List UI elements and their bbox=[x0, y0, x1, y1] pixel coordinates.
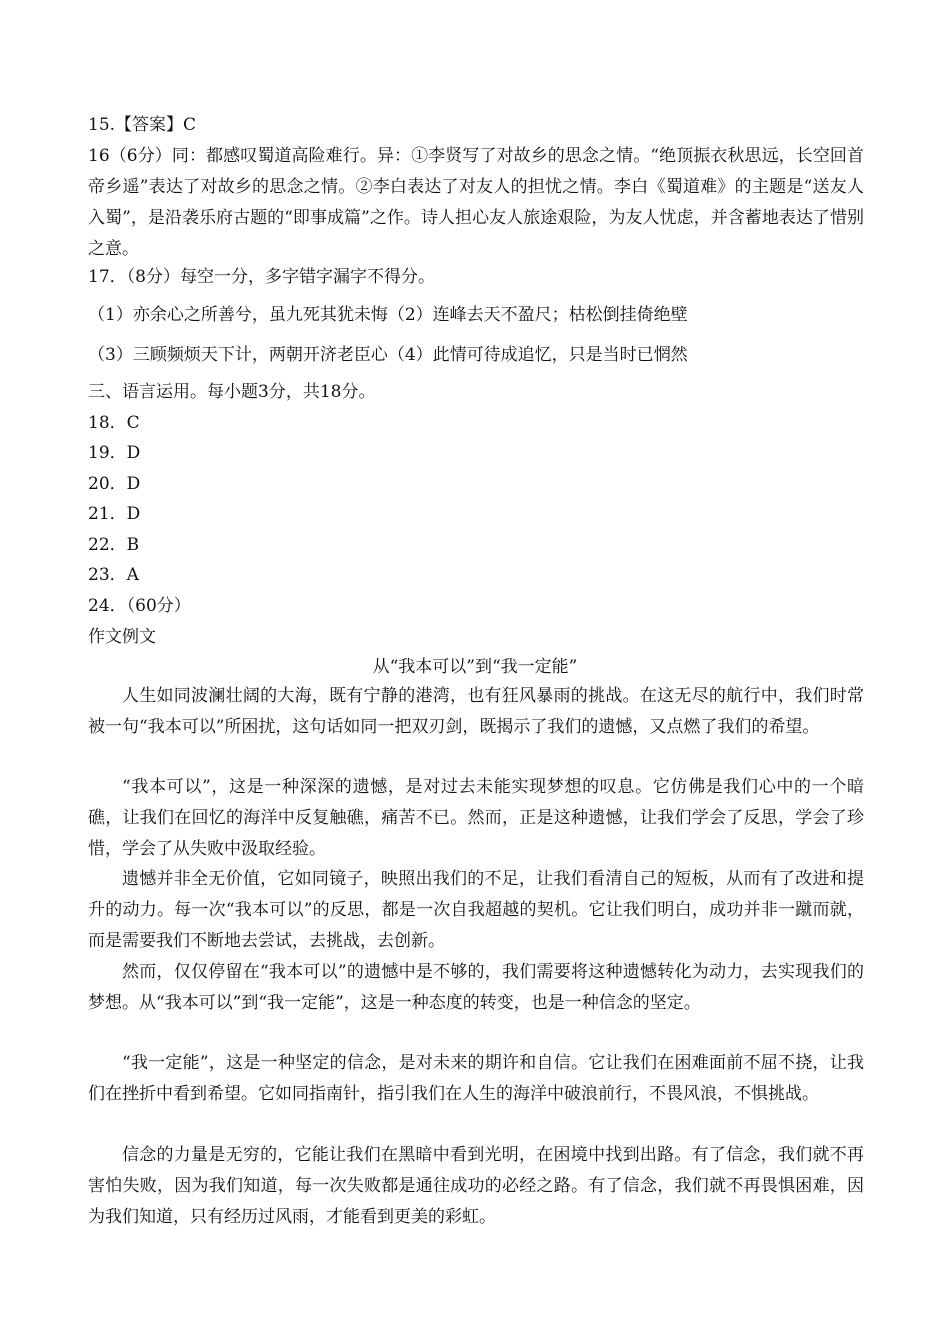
answer-18: 18．C bbox=[88, 413, 140, 433]
answer-17-line-1: （1）亦余心之所善兮，虽九死其犹未悔（2）连峰去天不盈尺；枯松倒挂倚绝壁 bbox=[88, 305, 688, 325]
essay-paragraph-3: 遗憾并非全无价值，它如同镜子，映照出我们的不足，让我们看清自己的短板，从而有了改进和提升的动力。每一次“我本可以”的反思，都是一次自我超越的契机。它让我们明白，成功并非一蹴而就，而是需要我们不断地去尝试，去挑战，去创新。 bbox=[88, 869, 864, 951]
answer-22: 22．B bbox=[88, 535, 140, 555]
answer-20: 20．D bbox=[88, 474, 141, 494]
essay-paragraph-5: “我一定能”，这是一种坚定的信念，是对未来的期许和自信。它让我们在困难面前不屈不挠，让我们在挫折中看到希望。它如同指南针，指引我们在人生的海洋中破浪前行，不畏风浪，不惧挑战。 bbox=[88, 1053, 864, 1104]
essay-paragraph-6: 信念的力量是无穷的，它能让我们在黑暗中看到光明，在困境中找到出路。有了信念，我们就不再害怕失败，因为我们知道，每一次失败都是通往成功的必经之路。有了信念，我们就不再畏惧困难，因为我们知道，只有经历过风雨，才能看到更美的彩虹。 bbox=[88, 1145, 864, 1227]
section-3-heading: 三、语言运用。每小题3分，共18分。 bbox=[88, 382, 376, 402]
answer-24: 24．（60分） bbox=[88, 596, 191, 616]
essay-paragraph-1: 人生如同波澜壮阔的大海，既有宁静的港湾，也有狂风暴雨的挑战。在这无尽的航行中，我们时常被一句“我本可以”所困扰，这句话如同一把双刃剑，既揭示了我们的遗憾，又点燃了我们的希望。 bbox=[88, 686, 864, 737]
answer-16: 16（6分）同：都感叹蜀道高险难行。异：①李贤写了对故乡的思念之情。“绝顶振衣秋思远，长空回首帝乡遥”表达了对故乡的思念之情。②李白表达了对友人的担忧之情。李白《蜀道难》的主题是“送友人入蜀”，是沿袭乐府古题的“即事成篇”之作。诗人担心友人旅途艰险，为友人忧虑，并含蓄地表达了惜别之意。 bbox=[88, 146, 864, 259]
essay-paragraph-4: 然而，仅仅停留在“我本可以”的遗憾中是不够的，我们需要将这种遗憾转化为动力，去实现我们的梦想。从“我本可以”到“我一定能”，这是一种态度的转变，也是一种信念的坚定。 bbox=[88, 962, 864, 1013]
essay-paragraph-2: “我本可以”，这是一种深深的遗憾，是对过去未能实现梦想的叹息。它仿佛是我们心中的一个暗礁，让我们在回忆的海洋中反复触礁，痛苦不已。然而，正是这种遗憾，让我们学会了反思，学会了珍惜，学会了从失败中汲取经验。 bbox=[88, 777, 864, 859]
answer-17-heading: 17．（8分）每空一分，多字错字漏字不得分。 bbox=[88, 267, 435, 287]
answer-23: 23．A bbox=[88, 565, 139, 585]
answer-15: 15.【答案】C bbox=[88, 115, 197, 135]
answer-17-line-2: （3）三顾频烦天下计，两朝开济老臣心（4）此情可待成追忆，只是当时已惘然 bbox=[88, 345, 688, 365]
answer-21: 21．D bbox=[88, 504, 141, 524]
essay-title: 从“我本可以”到“我一定能” bbox=[372, 657, 578, 677]
answer-19: 19．D bbox=[88, 443, 141, 463]
essay-label: 作文例文 bbox=[88, 627, 156, 647]
